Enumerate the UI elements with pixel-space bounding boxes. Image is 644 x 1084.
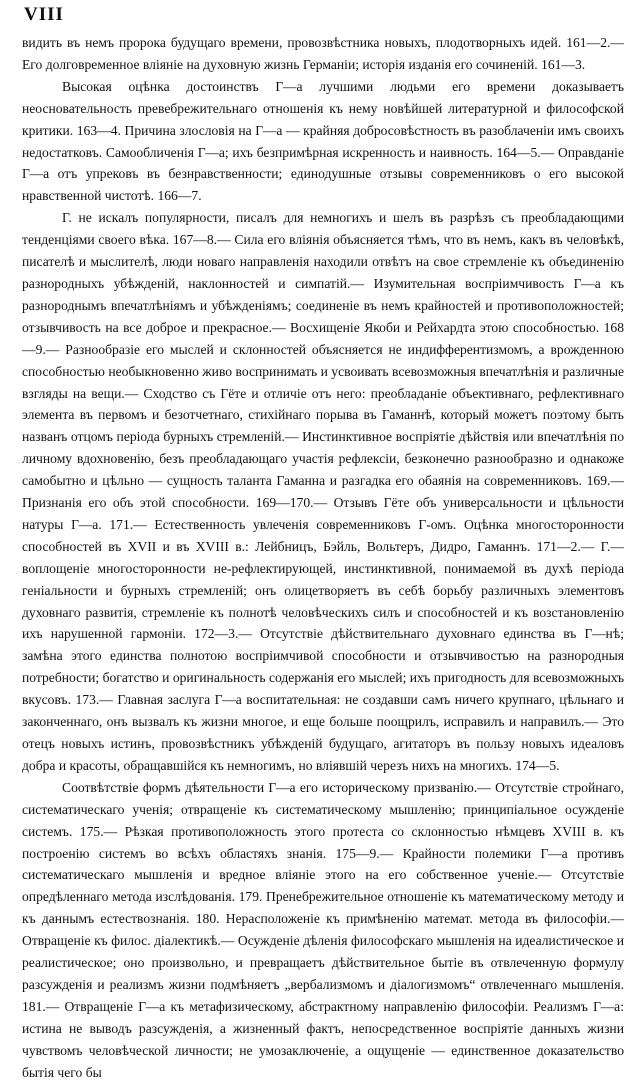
paragraph-popularity: Г. не искалъ популярности, писалъ для немногихъ и шелъ въ разрѣзъ съ преобладающими тенденціями своего вѣка. 167—8.— Сила его вліянія объясняется тѣмъ, что въ немъ, какъ въ человѣкѣ, писателѣ и мыслителѣ, люди новаго направленія находили отвѣтъ на свое стремленіе къ объединенію разнородныхъ убѣжденій, наклонностей и симпатій.— Изумительная воспріимчивость Г—а къ разнороднымъ впечатлѣніямъ и убѣжденіямъ; соединеніе въ немъ крайностей и противоположностей; отзывчивость на все доброе и прекрасное.— Восхищеніе Якоби и Рейхардта этою способностью. 168—9.— Разнообразіе его мыслей и склонностей объясняется не индифферентизмомъ, а врожденною способностью необыкновенно живо воспринимать и усвоивать всевозможныя впечатлѣнія и различные взгляды на вещи.— Сходство съ Гёте и отличіе отъ него: преобладаніе объективнаго, рефлективнаго элемента въ первомъ и безотчетнаго, стихійнаго порыва въ Гаманнѣ, который можетъ поэтому быть названъ отцомъ періода бурныхъ стремленій.— Инстинктивное воспріятіе дѣйствія или впечатлѣнія по личному вдохновенію, безъ преобладающаго участія рефлексіи, безконечно разнообразно и однакоже самобытно и цѣльно — сущность таланта Гаманна и разгадка его обаянія на современниковъ. 169.— Признанія его объ этой способности. 169—170.— Отзывъ Гёте объ универсальности и цѣльности натуры Г—а. 171.— Естественность увлеченія современниковъ Г-омъ. Оцѣнка многосторонности способностей въ XVII и въ XVIII в.: Лейбницъ, Бэйль, Вольтеръ, Дидро, Гаманнъ. 171—2.— Г.— воплощеніе многосторонности не-рефлектирующей, инстинктивной, понимаемой въ духѣ періода геніальности и бурныхъ стремленій; онъ олицетворяетъ въ себѣ борьбу различныхъ элементовъ духовнаго развитія, стремленіе къ полнотѣ человѣческихъ силъ и способностей и къ возстановленію ихъ нарушенной гармоніи. 172—3.— Отсутствіе дѣйствительнаго духовнаго единства въ Г—нѣ; замѣна этого единства полнотою воспріимчивой способности и отзывчивостью на разнородныя потребности; богатство и оригинальность содержанія его мыслей; ихъ пригодность для всевозможныхъ вкусовъ. 173.— Главная заслуга Г—а воспитательная: не создавши самъ ничего крупнаго, цѣльнаго и законченнаго, онъ вызвалъ къ жизни многое, и еще больше поощрилъ, исправилъ и направилъ.— Это отецъ новыхъ истинъ, провозвѣстникъ убѣжденій будущаго, агитаторъ въ пользу новыхъ идеаловъ добра и красоты, обращавшійся къ немногимъ, но вліявшій черезъ нихъ на многихъ. 174—5. — [22, 210, 625, 773]
body-text — [22, 32, 624, 1084]
paragraph-activity-forms: Соотвѣтствіе формъ дѣятельности Г—а его историческому призванію.— Отсутствіе стройнаго, систематическаго ученія; отвращеніе къ систематическому мышленію; принципіальное осужденіе системъ. 175.— Рѣзкая противоположность этого протеста со склонностью нѣмцевъ XVIII в. къ построенію системъ во всѣхъ областяхъ знанія. 175—9.— Крайности полемики Г—а противъ систематическаго мышленія и вредное вліяніе этого на его собственное ученіе.— Отсутствіе опредѣленнаго метода изслѣдованія. 179. Пренебрежительное отношеніе къ математическому методу и къ даннымъ естествознанія. 180. Нерасположеніе къ примѣненію математ. метода въ философіи.— Отвращеніе къ филос. діалектикѣ.— Осужденіе дѣленія философскаго мышленія на идеалистическое и реалистическое; оно произвольно, и превращаетъ дѣйствительное бытіе въ отвлеченную формулу разсужденія и реализмъ жизни подмѣняетъ „вербализмомъ и діалогизмомъ“ отвлеченнаго мышленія. 181.— Отвращеніе Г—а къ метафизическому, абстрактному направленію философіи. Реализмъ Г—а: истина не выводъ разсужденія, а жизненный фактъ, непосредственное воспріятіе данныхъ жизни чувствомъ человѣческой личности; не умозаключеніе, а ощущеніе — единственное доказательство бытія чего бы — [22, 779, 624, 1080]
paragraph-continuation: видить въ немъ пророка будущаго времени, провозвѣстника новыхъ, плодотворныхъ идей. 161—2.— Его долговременное вліяніе на духовную жизнь Германіи; исторія изданія его сочиненій. 161—3. — [22, 35, 624, 72]
page-number: VIII — [24, 4, 64, 25]
paragraph-appraisal: Высокая оцѣнка достоинствъ Г—а лучшими людьми его времени доказываетъ неосновательность превебрежительнаго отношенія къ нему новѣйшей литературной и философской критики. 163—4. Причина злословія на Г—а — крайняя добросовѣстность въ разоблаченіи имъ своихъ недостатковъ. Самообличенія Г—а; ихъ безпримѣрная искренность и наивность. 164—5.— Оправданіе Г—а отъ упрековъ въ безнравственности; единодушные отзывы современниковъ о его высокой нравственной чистотѣ. 166—7. — [22, 78, 624, 204]
